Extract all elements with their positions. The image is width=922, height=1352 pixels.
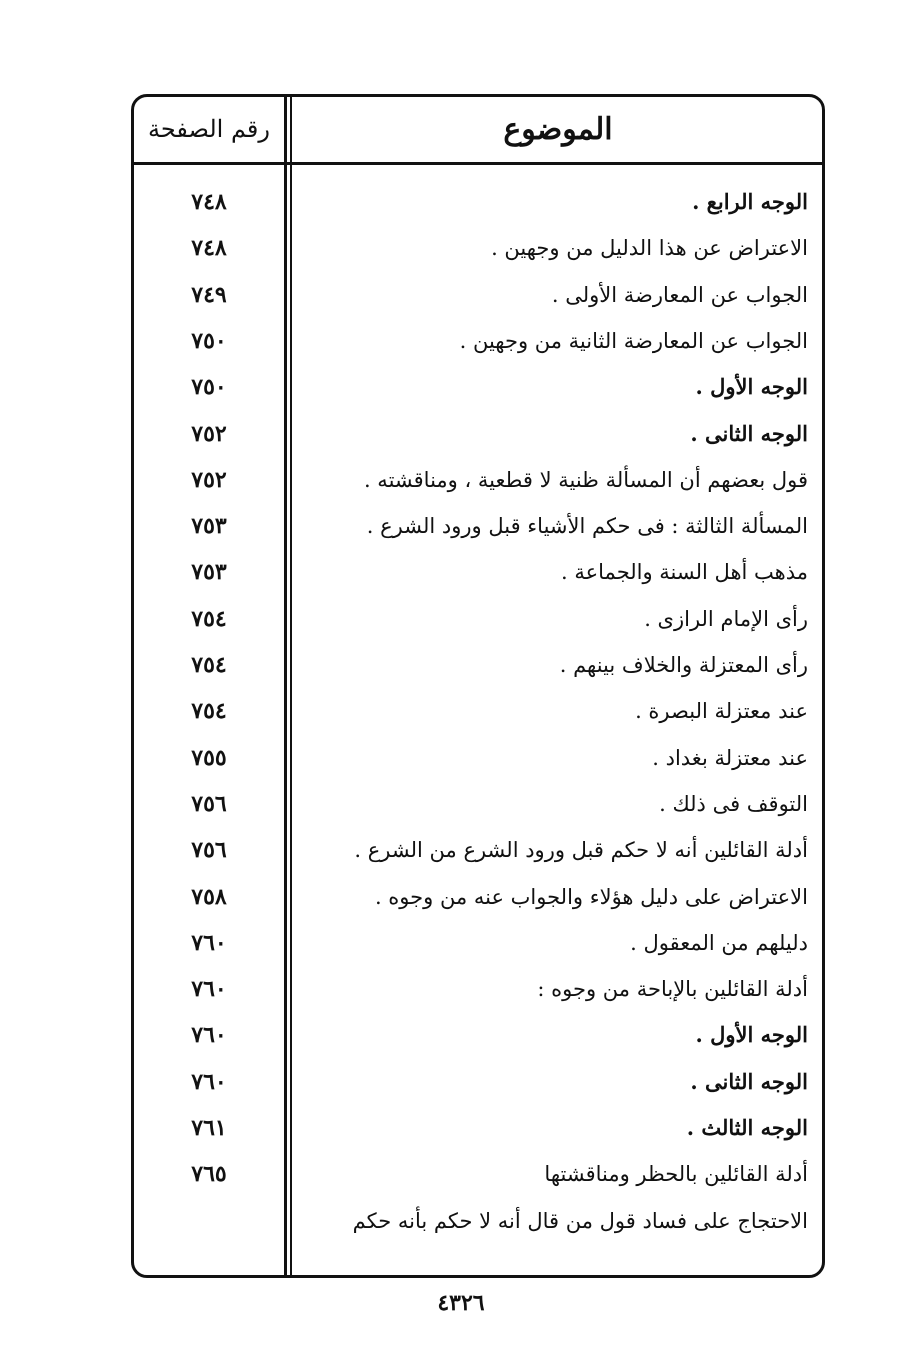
topic-cell: أدلة القائلين بالحظر ومناقشتها — [544, 1162, 808, 1187]
page-cell: ٧٥٣ — [191, 513, 227, 540]
page-cell: ٧٥٢ — [191, 466, 227, 493]
table-row — [134, 411, 822, 457]
topic-cell: الوجه الثانى . — [690, 420, 808, 446]
topic-cell: الوجه الثالث . — [686, 1115, 808, 1140]
topic-cell: مذهب أهل السنة والجماعة . — [561, 560, 808, 585]
topic-cell: رأى الإمام الرازى . — [644, 606, 808, 631]
page-cell: ٧٤٩ — [191, 281, 227, 308]
page-cell: ٧٥٢ — [191, 420, 227, 447]
table-frame — [131, 94, 825, 1278]
page-cell: ٧٥٨ — [191, 883, 227, 910]
page-cell: ٧٦٠ — [191, 976, 227, 1003]
page-column-header: رقم الصفحة — [148, 115, 270, 143]
page-cell: ٧٥٣ — [191, 559, 227, 586]
topic-cell: عند معتزلة بغداد . — [652, 745, 808, 770]
page-cell: ٧٤٨ — [191, 235, 227, 262]
table-row — [134, 688, 822, 734]
topic-cell: الوجه الرابع . — [692, 189, 808, 214]
topic-cell: أدلة القائلين أنه لا حكم قبل ورود الشرع من الشرع . — [354, 838, 808, 863]
page-cell: ٧٥٠ — [191, 374, 227, 401]
table-row — [134, 827, 822, 873]
table-row — [134, 781, 822, 827]
topic-cell: الوجه الأول . — [695, 1022, 808, 1048]
page-cell: ٧٤٨ — [191, 189, 227, 215]
topic-cell: الاحتجاج على فساد قول من قال أنه لا حكم بأنه حكم — [352, 1208, 808, 1233]
topic-cell: الجواب عن المعارضة الأولى . — [551, 282, 808, 307]
page-cell: ٧٦٥ — [191, 1161, 227, 1188]
table-row — [134, 1151, 822, 1197]
topic-cell: التوقف فى ذلك . — [659, 791, 808, 816]
table-row — [134, 920, 822, 966]
table-row — [134, 179, 822, 225]
topic-cell: الاعتراض عن هذا الدليل من وجهين . — [491, 236, 808, 261]
page-cell: ٧٦١ — [191, 1115, 227, 1141]
table-row — [134, 966, 822, 1012]
page-cell: ٧٦٠ — [191, 929, 227, 956]
table-row — [134, 874, 822, 920]
header-divider — [134, 162, 822, 165]
table-row — [134, 272, 822, 318]
table-row — [134, 1198, 822, 1244]
page-cell: ٧٥٦ — [191, 837, 227, 864]
page-cell: ٧٥٦ — [191, 790, 227, 817]
topic-cell: أدلة القائلين بالإباحة من وجوه : — [537, 977, 808, 1002]
page-cell: ٧٥٤ — [191, 652, 227, 678]
table-row — [134, 364, 822, 410]
topic-cell: دليلهم من المعقول . — [630, 930, 808, 955]
page-cell: ٧٥٤ — [191, 698, 227, 725]
topic-cell: الوجه الأول . — [695, 374, 808, 400]
topic-cell: قول بعضهم أن المسألة ظنية لا قطعية ، ومناقشته . — [363, 467, 808, 492]
table-row — [134, 318, 822, 364]
page-cell: ٧٦٠ — [191, 1068, 227, 1095]
table-row — [134, 1105, 822, 1151]
table-row — [134, 735, 822, 781]
table-row — [134, 549, 822, 595]
table-row — [134, 457, 822, 503]
topic-cell: رأى المعتزلة والخلاف بينهم . — [559, 653, 808, 677]
page-cell: ٧٦٠ — [191, 1022, 227, 1049]
table-row — [134, 1059, 822, 1105]
topic-cell: عند معتزلة البصرة . — [635, 699, 808, 724]
page-cell: ٧٥٥ — [191, 744, 227, 771]
topic-column-header: الموضوع — [503, 112, 613, 147]
table-row — [134, 596, 822, 642]
table-row — [134, 225, 822, 271]
table-row — [134, 1012, 822, 1058]
page-number: ٤٣٢٦ — [437, 1290, 485, 1316]
topic-cell: المسألة الثالثة : فى حكم الأشياء قبل ورود الشرع . — [366, 514, 808, 539]
table-row — [134, 642, 822, 688]
topic-cell: الجواب عن المعارضة الثانية من وجهين . — [459, 328, 808, 353]
topic-cell: الاعتراض على دليل هؤلاء والجواب عنه من وجوه . — [374, 884, 808, 909]
page-cell — [154, 1198, 264, 1244]
page-cell: ٧٥٤ — [191, 605, 227, 632]
topic-cell: الوجه الثانى . — [690, 1068, 808, 1094]
table-row — [134, 503, 822, 549]
page-cell: ٧٥٠ — [191, 327, 227, 354]
